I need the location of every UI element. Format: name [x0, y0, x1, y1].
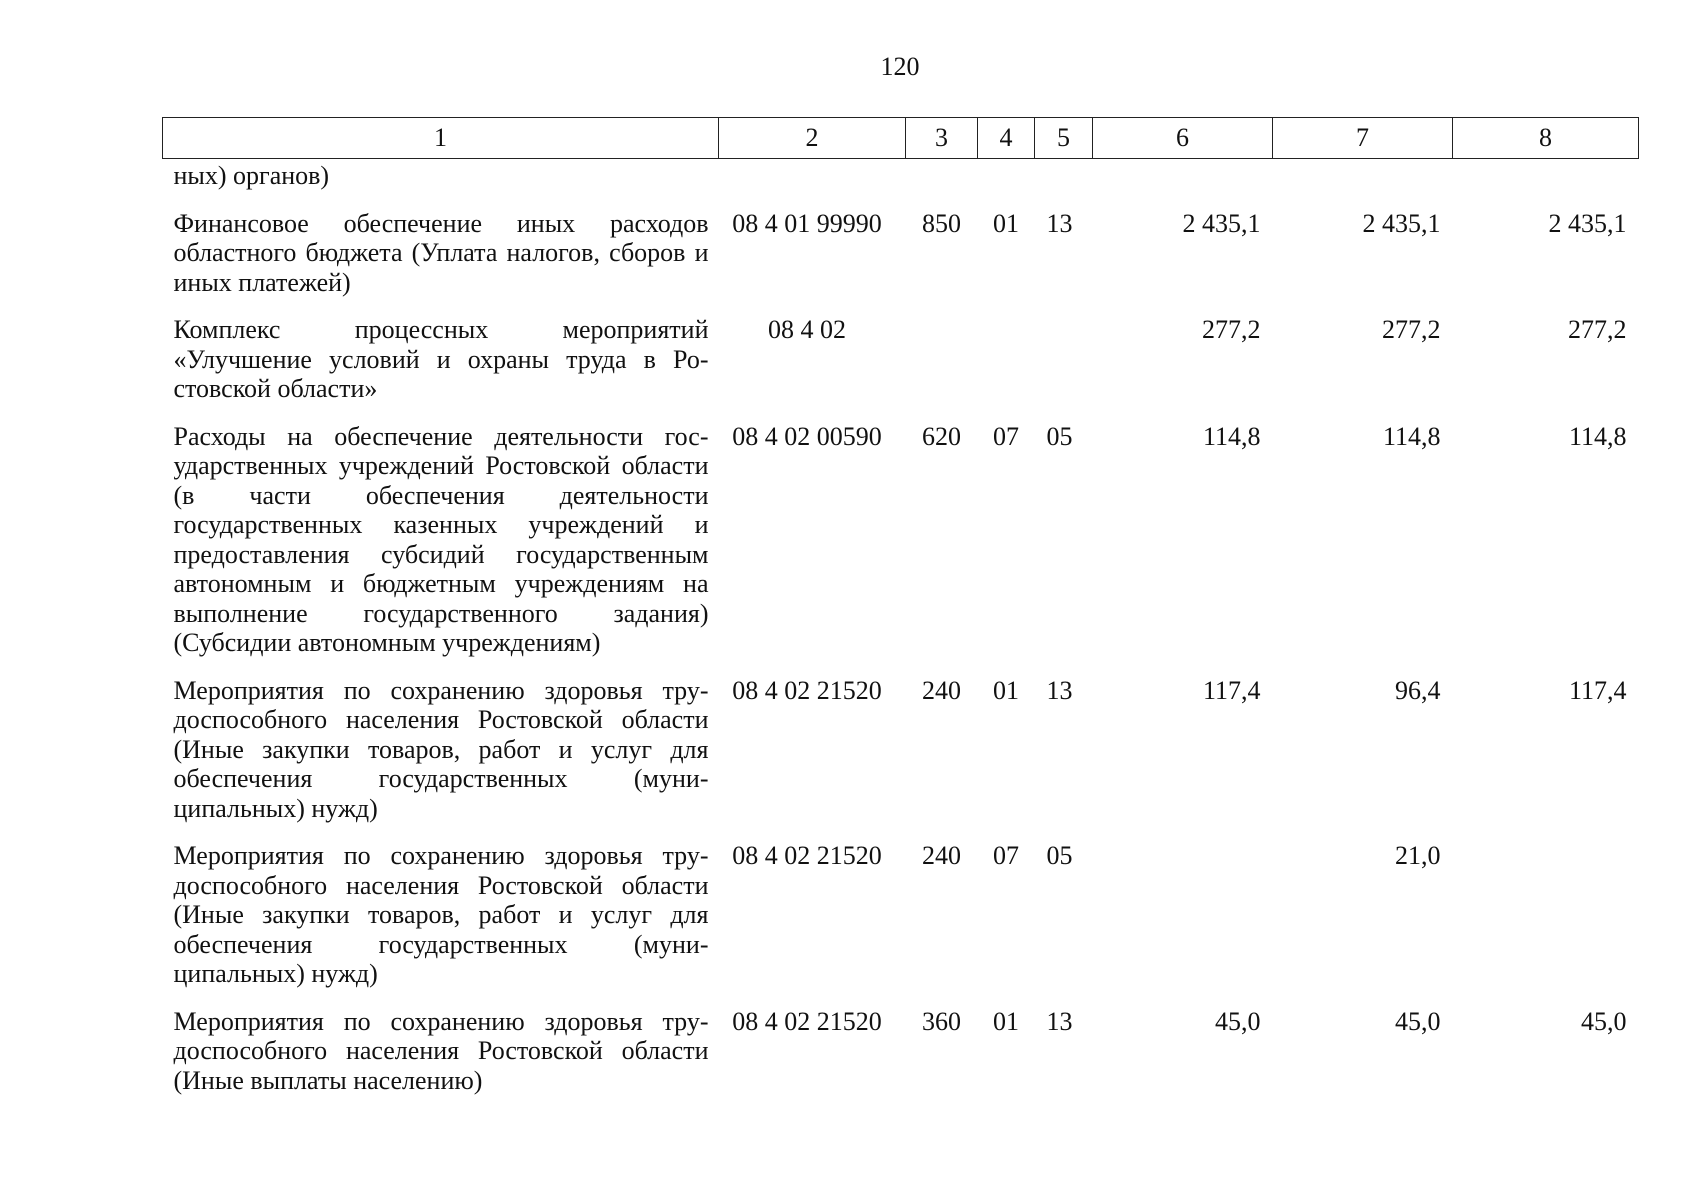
header-row [163, 118, 1639, 159]
row-col-5 [1035, 307, 1093, 414]
row-value-6: 2 435,1 [1182, 208, 1261, 238]
row-col-4: 07 [993, 421, 1019, 451]
row-value-7: 45,0 [1395, 1006, 1441, 1036]
column-header-1: 1 [163, 118, 719, 159]
table-row [163, 414, 1639, 668]
column-header-8: 8 [1453, 118, 1639, 159]
row-name: ных) органов) [173, 161, 330, 190]
row-value-8: 114,8 [1568, 421, 1627, 451]
row-value-7: 277,2 [1382, 315, 1441, 344]
row-value-7 [1273, 159, 1453, 201]
row-code: 08 4 02 21520 [732, 675, 882, 705]
table-row [163, 999, 1639, 1106]
row-name: Мероприятия по сохранению здоровья трудоспособного населения Ростовской области (Иные выплаты населению) [173, 1006, 709, 1095]
row-code [719, 159, 906, 201]
row-value-6 [1093, 159, 1273, 201]
row-code: 08 4 02 21520 [732, 841, 882, 870]
row-col-4: 01 [993, 675, 1019, 705]
row-value-8: 2 435,1 [1548, 208, 1627, 238]
row-value-7: 96,4 [1395, 675, 1441, 705]
row-col-3: 360 [922, 1006, 961, 1036]
row-col-5: 13 [1046, 675, 1073, 705]
row-value-8: 277,2 [1568, 315, 1627, 344]
row-value-6: 45,0 [1215, 1006, 1261, 1036]
column-header-2: 2 [719, 118, 906, 159]
row-col-4 [978, 159, 1035, 201]
table-row [163, 201, 1639, 308]
row-name: Мероприятия по сохранению здоровья трудоспособного населения Ростовской области (Иные закупки товаров, работ и услуг для обеспечения государственных (муниципальных) нужд) [173, 675, 709, 823]
table-row [163, 307, 1639, 414]
row-col-3: 850 [922, 208, 961, 238]
row-code: 08 4 02 21520 [732, 1006, 882, 1036]
row-value-6 [1093, 833, 1273, 999]
row-col-4 [978, 307, 1035, 414]
row-name: Расходы на обеспечение деятельности государственных учреждений Ростовской области (в части обеспечения деятельности государственных казенных учреждений и предоставления субсидий государственным автономным и бюджетным учреждениям на выполнение государственного задания) (Субсидии автономным учреждениям) [173, 421, 709, 657]
row-code: 08 4 02 [768, 315, 846, 344]
column-header-7: 7 [1273, 118, 1453, 159]
row-col-3: 620 [922, 421, 961, 451]
row-col-5: 13 [1046, 1006, 1073, 1036]
row-value-7: 21,0 [1395, 841, 1441, 870]
table-row [163, 159, 1639, 201]
table-row [163, 668, 1639, 834]
row-col-4: 01 [993, 208, 1019, 238]
row-value-8 [1453, 833, 1639, 999]
column-header-5: 5 [1035, 118, 1093, 159]
row-code: 08 4 01 99990 [732, 208, 882, 238]
row-name: Финансовое обеспечение иных расходов областного бюджета (Уплата налогов, сборов и иных платежей) [173, 208, 709, 297]
column-header-4: 4 [978, 118, 1035, 159]
row-value-6: 114,8 [1202, 421, 1261, 451]
row-name: Комплекс процессных мероприятий «Улучшение условий и охраны труда в Ростовской области» [173, 315, 709, 403]
row-col-3 [906, 159, 978, 201]
table-row [163, 833, 1639, 999]
budget-table [162, 117, 1639, 1105]
row-col-3: 240 [922, 841, 961, 870]
row-col-3: 240 [922, 675, 961, 705]
page-number: 120 [880, 52, 920, 81]
row-col-3 [906, 307, 978, 414]
row-col-5: 13 [1046, 208, 1073, 238]
row-value-6: 117,4 [1202, 675, 1261, 705]
row-col-4: 07 [993, 841, 1019, 870]
row-col-4: 01 [993, 1006, 1019, 1036]
row-value-8: 117,4 [1568, 675, 1627, 705]
row-value-8: 45,0 [1581, 1006, 1627, 1036]
column-header-3: 3 [906, 118, 978, 159]
row-col-5 [1035, 159, 1093, 201]
row-value-7: 114,8 [1382, 421, 1441, 451]
row-col-5: 05 [1046, 421, 1073, 451]
column-header-6: 6 [1093, 118, 1273, 159]
row-col-5: 05 [1046, 841, 1073, 870]
row-name: Мероприятия по сохранению здоровья трудоспособного населения Ростовской области (Иные закупки товаров, работ и услуг для обеспечения государственных (муниципальных) нужд) [173, 841, 709, 988]
row-value-7: 2 435,1 [1362, 208, 1441, 238]
row-code: 08 4 02 00590 [732, 421, 882, 451]
row-value-6: 277,2 [1202, 315, 1261, 344]
row-value-8 [1453, 159, 1639, 201]
